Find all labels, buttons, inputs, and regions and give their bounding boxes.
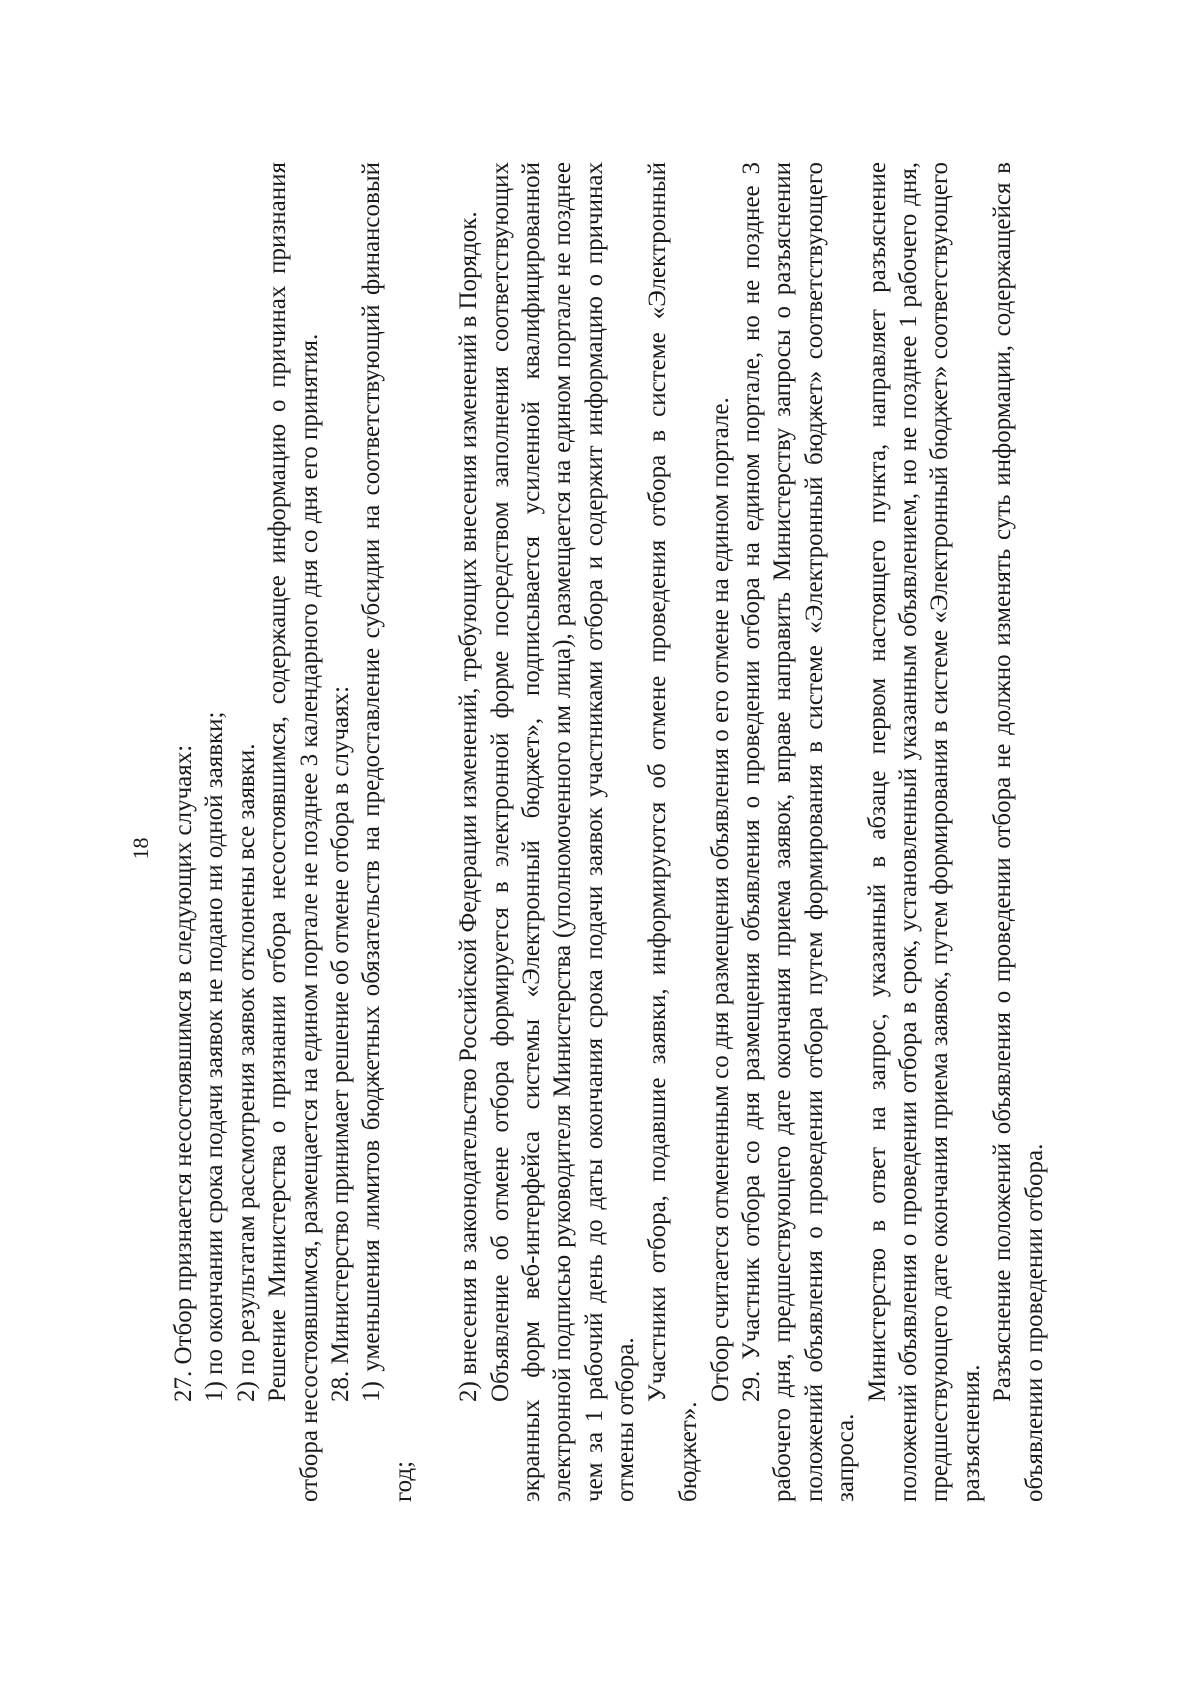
- paragraph-29-response: Министерство в ответ на запрос, указанный в абзаце первом настоящего пункта, направляет разъяснение положений объявления о проведении отбора в срок, установленный указанным объявлением, но не позднее 1 рабочего дня, предшествующего дате окончания приема заявок, путем формирования в системе «Электронный бюджет» соответствующего разъяснения.: [863, 162, 985, 1502]
- paragraph-28-case-1: 1) уменьшения лимитов бюджетных обязательств на предоставление субсидии на соответствующий финансовый год;: [358, 162, 417, 1502]
- paragraph-27: 27. Отбор признается несостоявшимся в следующих случаях:: [170, 744, 197, 1402]
- paragraph-28-cancelled: Отбор считается отмененным со дня размещения объявления о его отмене на едином портале.: [706, 397, 734, 1402]
- paragraph-28-participants: Участники отбора, подавшие заявки, информируются об отмене проведения отбора в системе «Электронный бюджет».: [643, 162, 703, 1502]
- document-body: [168, 162, 1050, 1502]
- paragraph-29-clarification: Разъяснение положений объявления о проведении отбора не должно изменять суть информации, содержащейся в объявлении о проведении отбора.: [989, 162, 1048, 1502]
- paragraph-28: 28. Министерство принимает решение об отмене отбора в случаях:: [327, 685, 355, 1402]
- paragraph-28-announcement: Объявление об отмене отбора формируется в электронной форме посредством заполнения соответствующих экранных форм веб-интерфейса системы «Электронный бюджет», подписывается усиленной квалифицированной электронной подписью руководителя Министерства (уполномоченного им лица), размещается на едином портале не позднее чем за 1 рабочий день до даты окончания срока подачи заявок участниками отбора и содержит информацию о причинах отмены отбора.: [486, 162, 640, 1502]
- paragraph-28-case-2: 2) внесения в законодательство Российской Федерации изменений, требующих внесения изменений в Порядок.: [455, 211, 483, 1402]
- paragraph-27-decision: Решение Министерства о признании отбора несостоявшимся, содержащее информацию о причинах признания отбора несостоявшимся, размещается на едином портале не позднее 3 календарного дня со дня его принятия.: [264, 162, 323, 1502]
- paragraph-29: 29. Участник отбора со дня размещения объявления о проведении отбора на едином портале, но не позднее 3 рабочего дня, предшествующего дате окончания приема заявок, вправе направить Министерству запросы о разъяснении положений объявления о проведении отбора путем формирования в системе «Электронный бюджет» соответствующего запроса.: [737, 162, 860, 1502]
- paragraph-27-case-2: 2) по результатам рассмотрения заявок отклонены все заявки.: [232, 743, 260, 1402]
- paragraph-27-case-1: 1) по окончании срока подачи заявок не подано ни одной заявки;: [201, 711, 229, 1402]
- page-number: 18: [128, 837, 153, 860]
